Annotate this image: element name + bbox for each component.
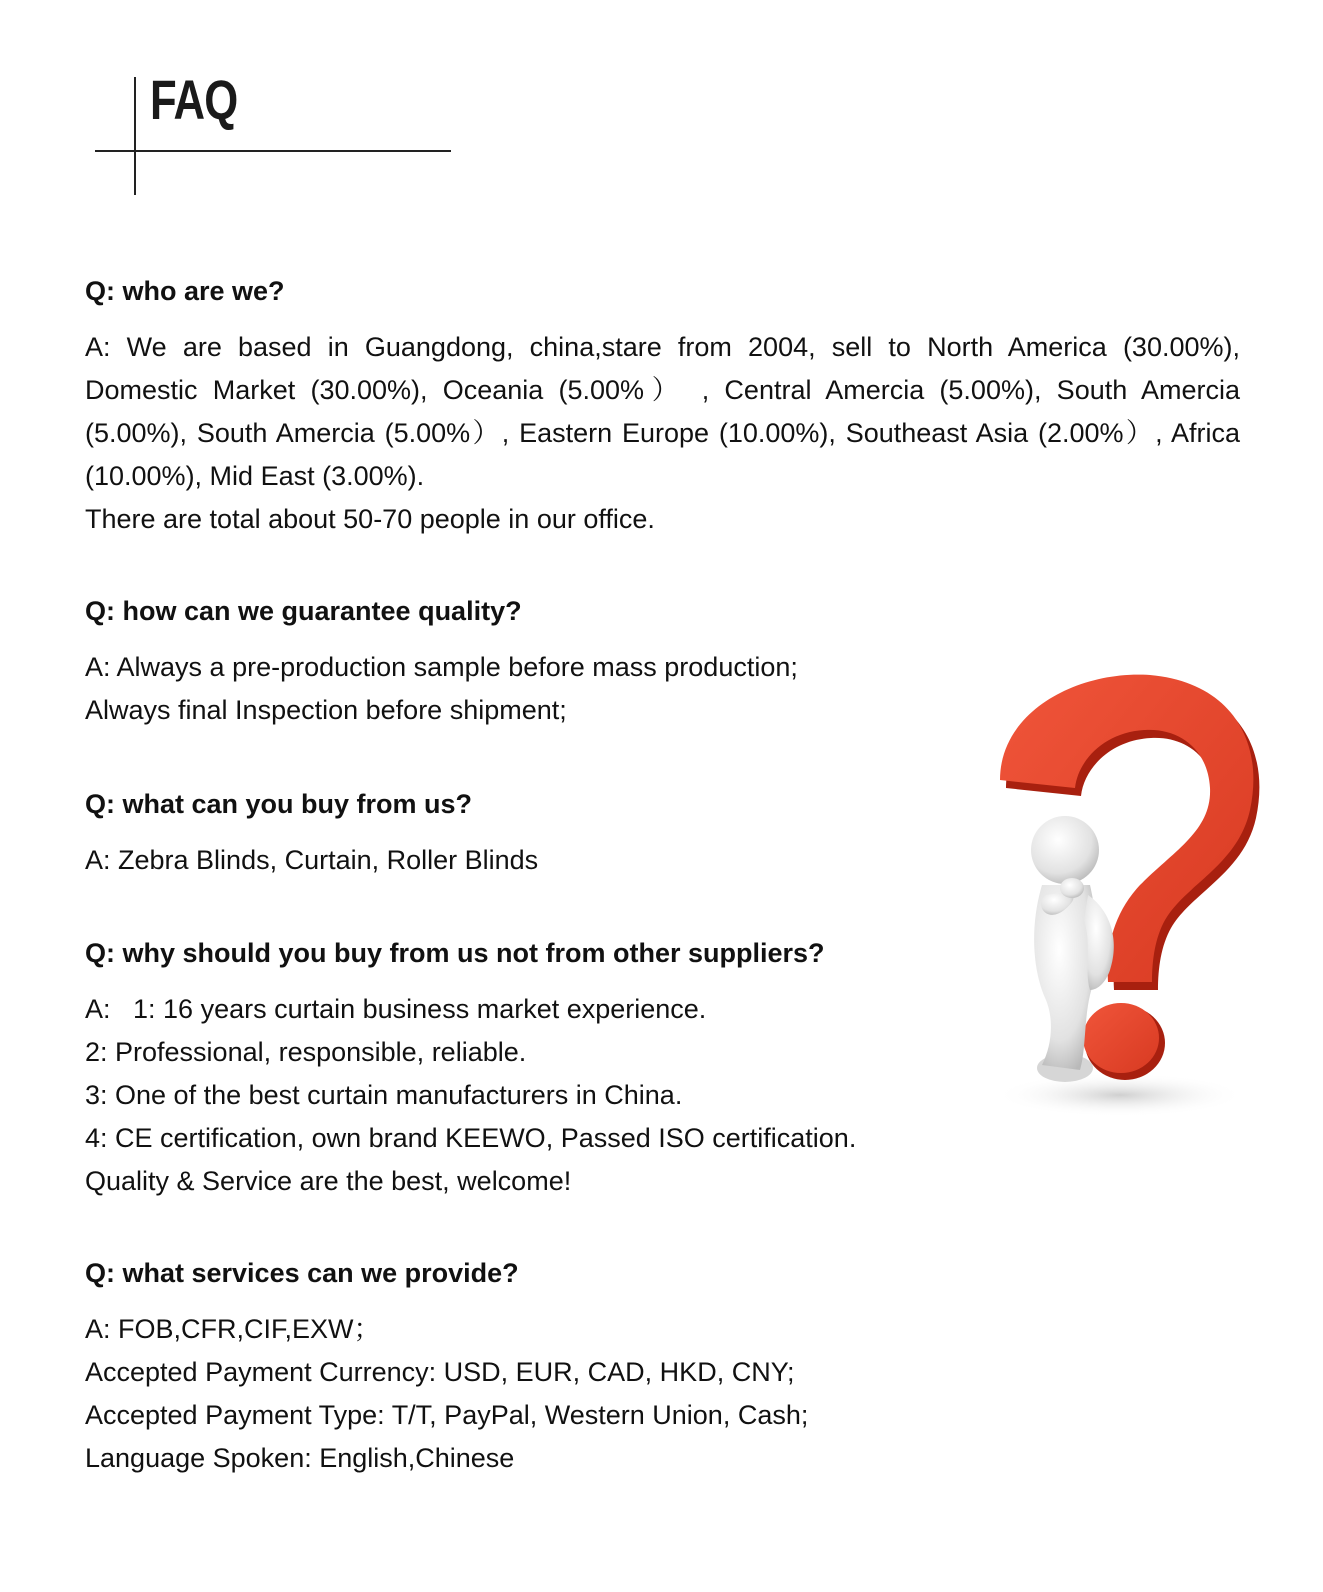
answer-line: Quality & Service are the best, welcome! [85,1166,572,1196]
answer-line: A: We are based in Guangdong, china,stare from 2004, sell to North America (30.00%), Domestic Market (30.00%), Oceania (5.00%） , Central Amercia (5.00%), South Amercia (5.00%), South Amercia (5.00%）, Eastern Europe (10.00%), Southeast Asia (2.00%）, Africa (10.00%), Mid East (3.00%). [85,332,1240,491]
answer-line: Language Spoken: English,Chinese [85,1443,515,1473]
answer-line: A: 1: 16 years curtain business market experience. [85,994,707,1024]
answer-line: 3: One of the best curtain manufacturers in China. [85,1080,683,1110]
header-vertical-rule [134,77,136,195]
answer-line: A: Always a pre-production sample before mass production; [85,652,798,682]
faq-item-why-us [85,936,856,1203]
faq-question: Q: who are we? [85,276,285,306]
answer-line: 4: CE certification, own brand KEEWO, Passed ISO certification. [85,1123,857,1153]
answer-line: A: FOB,CFR,CIF,EXW； [85,1314,381,1344]
faq-header [0,0,470,200]
faq-question: Q: how can we guarantee quality? [85,596,522,626]
faq-question: Q: what can you buy from us? [85,789,473,819]
faq-answer [85,988,856,1203]
faq-answer [85,326,1240,541]
header-horizontal-rule [95,150,451,152]
answer-line: Accepted Payment Type: T/T, PayPal, Western Union, Cash; [85,1400,809,1430]
faq-answer [85,839,538,882]
page-title: FAQ [150,68,238,131]
faq-answer [85,646,798,732]
faq-item-products [85,787,538,882]
faq-item-services [85,1256,808,1480]
question-mark-figure-icon [980,670,1270,1130]
faq-answer [85,1308,808,1480]
answer-line: There are total about 50-70 people in our office. [85,504,655,534]
faq-item-who-are-we [85,274,1240,541]
answer-line: Accepted Payment Currency: USD, EUR, CAD, HKD, CNY; [85,1357,795,1387]
answer-line: 2: Professional, responsible, reliable. [85,1037,527,1067]
answer-line: A: Zebra Blinds, Curtain, Roller Blinds [85,845,539,875]
answer-line: Always final Inspection before shipment; [85,695,567,725]
faq-item-quality [85,594,798,732]
faq-question: Q: what services can we provide? [85,1258,519,1288]
faq-question: Q: why should you buy from us not from other suppliers? [85,938,825,968]
